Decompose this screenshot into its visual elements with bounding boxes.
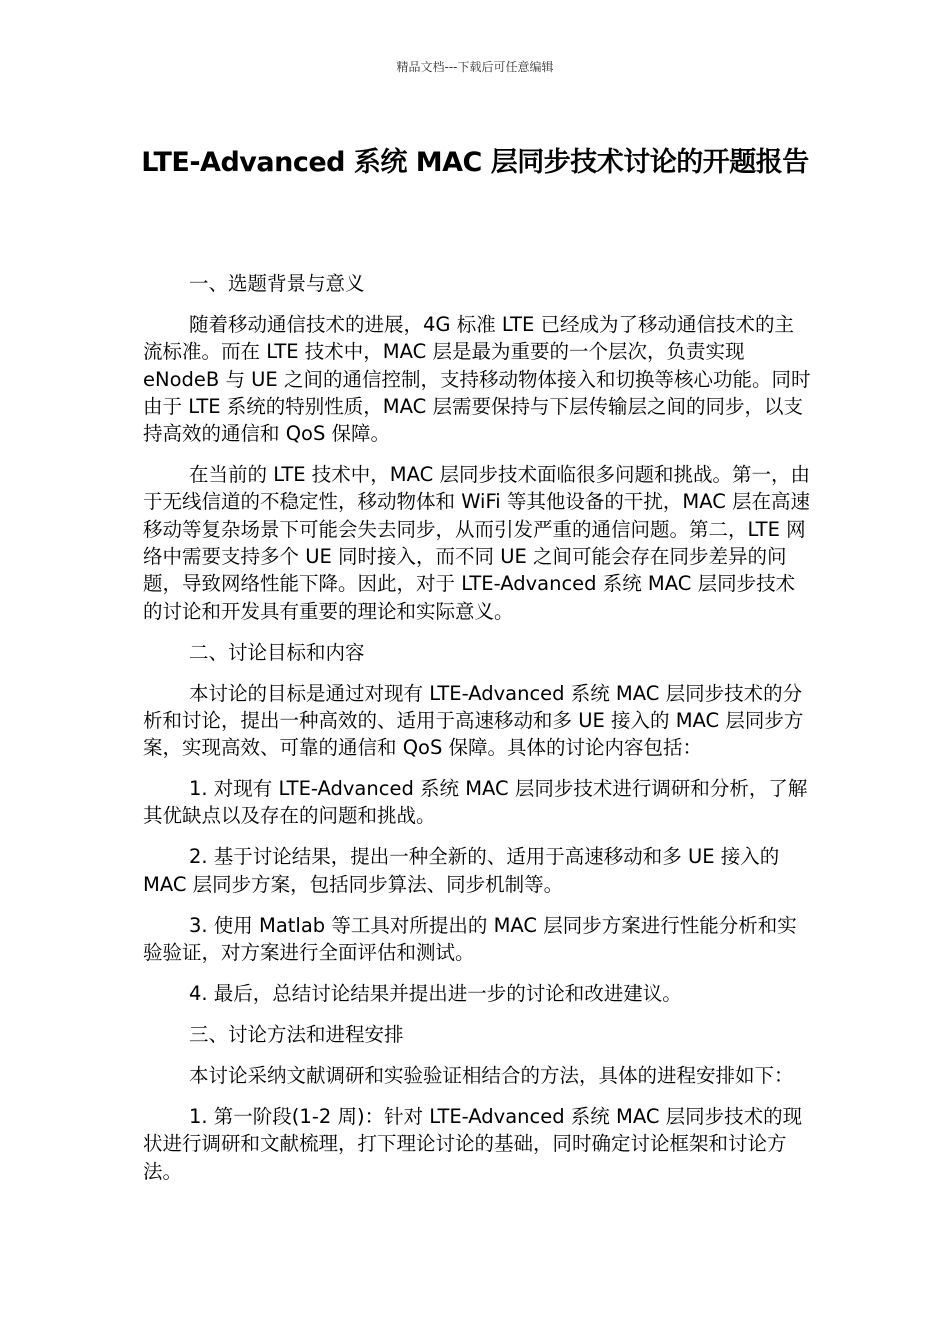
document-body [143,270,813,1199]
list-item-goal-3: 3. 使用 Matlab 等工具对所提出的 MAC 层同步方案进行性能分析和实验验证，对方案进行全面评估和测试。 [143,913,797,965]
document-title: LTE-Advanced 系统 MAC 层同步技术讨论的开题报告 [141,147,809,178]
header-note: 精品文档---下载后可任意编辑 [396,60,554,74]
section-heading-background: 一、选题背景与意义 [189,272,365,295]
list-item-goal-1: 1. 对现有 LTE-Advanced 系统 MAC 层同步技术进行调研和分析，了解其优缺点以及存在的问题和挑战。 [143,777,808,828]
paragraph-background-2: 在当前的 LTE 技术中，MAC 层同步技术面临很多问题和挑战。第一，由于无线信道的不稳定性，移动物体和 WiFi 等其他设备的干扰，MAC 层在高速移动等复杂场景下可能会失去同步，从而引发严重的通信问题。第二，LTE 网络中需要支持多个 UE 同时接入，而不同 UE 之间可能会存在同步差异的问题，导致网络性能下降。因此，对于 LTE-Advanced 系统 MAC 层同步技术的讨论和开发具有重要的理论和实际意义。 [143,463,811,623]
paragraph-goals-intro: 本讨论的目标是通过对现有 LTE-Advanced 系统 MAC 层同步技术的分析和讨论，提出一种高效的、适用于高速移动和多 UE 接入的 MAC 层同步方案，实现高效、可靠的通信和 QoS 保障。具体的讨论内容包括： [143,681,804,760]
list-item-goal-4: 4. 最后，总结讨论结果并提出进一步的讨论和改进建议。 [189,982,682,1006]
list-item-phase-1: 1. 第一阶段(1-2 周)：针对 LTE-Advanced 系统 MAC 层同步技术的现状进行调研和文献梳理，打下理论讨论的基础，同时确定讨论框架和讨论方法。 [143,1104,803,1183]
section-heading-methods: 三、讨论方法和进程安排 [189,1023,404,1047]
paragraph-methods-intro: 本讨论采纳文献调研和实验验证相结合的方法，具体的进程安排如下： [189,1064,794,1087]
section-heading-goals: 二、讨论目标和内容 [189,640,365,664]
list-item-goal-2: 2. 基于讨论结果，提出一种全新的、适用于高速移动和多 UE 接入的 MAC 层同步方案，包括同步算法、同步机制等。 [143,845,780,896]
paragraph-background-1: 随着移动通信技术的进展，4G 标准 LTE 已经成为了移动通信技术的主流标准。而在 LTE 技术中，MAC 层是最为重要的一个层次，负责实现 eNodeB 与 UE 之间的通信控制，支持移动物体接入和切换等核心功能。同时由于 LTE 系统的特别性质，MAC 层需要保持与下层传输层之间的同步，以支持高效的通信和 QoS 保障。 [143,312,811,446]
